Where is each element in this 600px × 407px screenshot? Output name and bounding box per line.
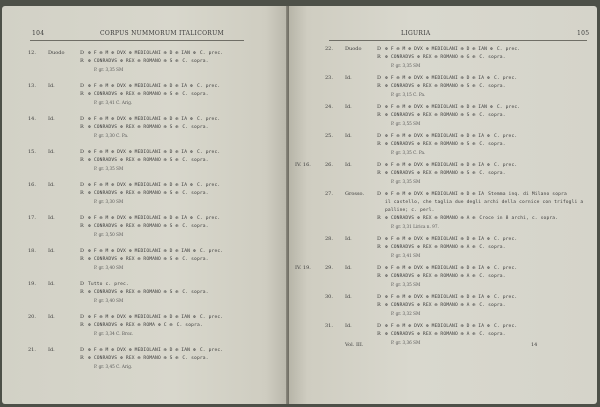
coin-entry xyxy=(325,294,585,324)
legend-text: ✠ F ✠ M ✠ DVX ✠ MEDIOLANI ✠ D ✠ IA ✠ C. prec. xyxy=(385,134,518,139)
coin-legend-line xyxy=(325,199,585,207)
legend-description: C. sopra. xyxy=(182,191,209,196)
legend-text: ✠ CONRADVS ✠ REX ✠ ROMANO ✠ S ✠ C. sopra. xyxy=(88,158,209,163)
entry-number: 20. xyxy=(28,314,36,320)
legend-text: ✠ F ✠ M ✠ DVX ✠ MEDIOLANI ✠ D ✠ IA ✠ C. prec. xyxy=(88,84,221,89)
legend-text: ✠ F ✠ M ✠ DVX ✠ MEDIOLANI ✠ D ✠ IAN ✠ C. prec. xyxy=(385,105,521,110)
coin-legend-line xyxy=(325,207,585,215)
coin-legend-line xyxy=(325,191,585,199)
weight-collection-note: P. gr. 3,55 SM xyxy=(391,121,421,126)
legend-description: Croce in 8 archi, c. sopra. xyxy=(479,216,559,221)
legend-text: ✠ CONRADVS ✠ REX ✠ ROMANO ✠ S ✠ C. sopra. xyxy=(88,92,209,97)
legend-description: C. sopra. xyxy=(182,290,209,295)
coin-type: Id. xyxy=(48,149,55,155)
obverse-mark: D xyxy=(80,116,85,122)
coin-legend-line xyxy=(28,281,288,289)
coin-legend-line xyxy=(28,190,288,198)
coin-type: Id. xyxy=(48,314,55,320)
reverse-mark: R xyxy=(80,58,84,64)
legend-text: ✠ CONRADVS ✠ REX ✠ ROMANO ✠ S ✠ C. sopra. xyxy=(88,257,209,262)
legend-description: C. prec. xyxy=(196,84,221,89)
obverse-mark: D xyxy=(377,133,382,139)
coin-legend-line xyxy=(325,244,585,252)
obverse-mark: D xyxy=(80,50,85,56)
legend-text: ✠ CONRADVS ✠ REX ✠ ROMANO ✠ S ✠ C. sopra. xyxy=(385,113,506,118)
reverse-mark: R xyxy=(80,289,84,295)
coin-legend-line xyxy=(28,182,288,190)
plate-reference: IV. 16. xyxy=(295,162,311,168)
coin-type: Id. xyxy=(345,133,352,139)
coin-type: Id. xyxy=(48,83,55,89)
reverse-mark: R xyxy=(377,215,381,221)
entry-number: 12. xyxy=(28,50,36,56)
coin-entry xyxy=(325,46,585,76)
weight-collection-note: P. gr. 3,30 SM xyxy=(94,199,124,204)
coin-legend-line xyxy=(28,149,288,157)
coin-entry xyxy=(325,75,585,105)
obverse-mark: D xyxy=(377,191,382,197)
entry-number: 29. xyxy=(325,265,333,271)
reverse-mark: R xyxy=(80,124,84,130)
coin-legend-line xyxy=(28,91,288,99)
legend-text: ✠ CONRADVS ✠ REX ✠ ROMANO ✠ S ✠ C. sopra. xyxy=(385,84,506,89)
coin-legend-line xyxy=(325,331,585,339)
coin-legend-line xyxy=(28,314,288,322)
legend-description: C. prec. xyxy=(493,134,518,139)
legend-description: C. prec. xyxy=(199,249,224,254)
obverse-mark: D xyxy=(80,83,85,89)
coin-legend-line xyxy=(325,112,585,120)
weight-collection-note: P. gr. 3,15 C. Pa. xyxy=(391,92,426,97)
obverse-mark: D xyxy=(80,347,85,353)
coin-type: Id. xyxy=(345,294,352,300)
coin-legend-line xyxy=(325,54,585,62)
legend-text: ✠ CONRADVS ✠ REX ✠ ROMANO ✠ A ✠ C. sopra. xyxy=(385,332,506,337)
entry-number: 30. xyxy=(325,294,333,300)
weight-collection-note: P. gr. 3,40 SM xyxy=(94,298,124,303)
coin-type: Id. xyxy=(48,281,55,287)
reverse-mark: R xyxy=(80,355,84,361)
coin-type: Duodo xyxy=(48,50,65,56)
coin-legend-line xyxy=(325,236,585,244)
entry-number: 17. xyxy=(28,215,36,221)
legend-description: C. sopra. xyxy=(479,245,506,250)
legend-description: C. prec. xyxy=(493,237,518,242)
weight-collection-note: P. gr. 3,41 SM xyxy=(391,253,421,258)
legend-description: C. prec. xyxy=(493,295,518,300)
reverse-mark: R xyxy=(80,322,84,328)
left-header-rule xyxy=(30,40,244,41)
signature-number: 14 xyxy=(531,342,538,348)
coin-legend-line xyxy=(325,170,585,178)
reverse-mark: R xyxy=(377,244,381,250)
legend-description: C. prec. xyxy=(199,348,224,353)
legend-text: ✠ F ✠ M ✠ DVX ✠ MEDIOLANI ✠ D ✠ IA ✠ C. prec. xyxy=(385,76,518,81)
entry-number: 25. xyxy=(325,133,333,139)
entry-number: 18. xyxy=(28,248,36,254)
coin-entry xyxy=(28,281,288,311)
legend-description: C. sopra. xyxy=(182,356,209,361)
coin-legend-line xyxy=(28,83,288,91)
reverse-mark: R xyxy=(377,170,381,176)
coin-entry xyxy=(295,162,585,192)
legend-description: C. sopra. xyxy=(182,224,209,229)
legend-description: C. sopra. xyxy=(176,323,203,328)
coin-entry xyxy=(28,50,288,80)
coin-legend-line xyxy=(28,58,288,66)
legend-description: C. prec. xyxy=(496,105,521,110)
coin-entry xyxy=(325,133,585,163)
obverse-mark: D xyxy=(377,104,382,110)
legend-text: ✠ CONRADVS ✠ REX ✠ ROMA ✠ C ✠ C. sopra. xyxy=(88,323,203,328)
obverse-mark: D xyxy=(80,182,85,188)
coin-legend-line xyxy=(28,50,288,58)
legend-description: C. sopra. xyxy=(479,84,506,89)
coin-entry xyxy=(28,116,288,146)
coin-legend-line xyxy=(28,355,288,363)
reverse-mark: R xyxy=(377,112,381,118)
legend-text: ✠ CONRADVS ✠ REX ✠ ROMANO ✠ A ✠ Croce in 8 archi, c. sopra. xyxy=(385,216,559,221)
coin-legend-line xyxy=(325,323,585,331)
weight-collection-note: P. gr. 3,45 C. Arig. xyxy=(94,364,133,369)
reverse-mark: R xyxy=(377,302,381,308)
legend-description: C. sopra. xyxy=(182,125,209,130)
legend-text: ✠ CONRADVS ✠ REX ✠ ROMANO ✠ A ✠ C. sopra. xyxy=(385,303,506,308)
legend-text: il castello, che taglia due degli archi della cornice con trifogli a xyxy=(385,200,584,205)
legend-description: C. sopra. xyxy=(182,257,209,262)
coin-entry xyxy=(28,248,288,278)
legend-text: ✠ CONRADVS ✠ REX ✠ ROMANO ✠ S ✠ C. sopra. xyxy=(385,171,506,176)
entry-number: 14. xyxy=(28,116,36,122)
legend-text: ✠ CONRADVS ✠ REX ✠ ROMANO ✠ S ✠ C. sopra. xyxy=(88,224,209,229)
legend-text: ✠ CONRADVS ✠ REX ✠ ROMANO ✠ S ✠ C. sopra. xyxy=(88,59,209,64)
coin-legend-line xyxy=(28,223,288,231)
reverse-mark: R xyxy=(377,141,381,147)
legend-text: ✠ CONRADVS ✠ REX ✠ ROMANO ✠ S ✠ C. sopra. xyxy=(88,191,209,196)
legend-text: ✠ CONRADVS ✠ REX ✠ ROMANO ✠ S ✠ C. sopra. xyxy=(385,142,506,147)
coin-type: Id. xyxy=(48,347,55,353)
obverse-mark: D xyxy=(377,75,382,81)
coin-type: Id. xyxy=(48,116,55,122)
entry-number: 28. xyxy=(325,236,333,242)
legend-text: ✠ CONRADVS ✠ REX ✠ ROMANO ✠ A ✠ C. sopra. xyxy=(385,274,506,279)
coin-legend-line xyxy=(325,83,585,91)
coin-entry xyxy=(28,215,288,245)
legend-description: C. sopra. xyxy=(182,92,209,97)
coin-legend-line xyxy=(28,124,288,132)
coin-type: Id. xyxy=(345,75,352,81)
legend-description: C. prec. xyxy=(199,315,224,320)
legend-text: ✠ F ✠ M ✠ DVX ✠ MEDIOLANI ✠ D ✠ IAN ✠ C. prec. xyxy=(88,249,224,254)
coin-entry xyxy=(295,265,585,295)
weight-collection-note: P. gr. 3,30 C. Pa. xyxy=(94,133,129,138)
legend-text: ✠ CONRADVS ✠ REX ✠ ROMANO ✠ G ✠ C. sopra. xyxy=(385,55,506,60)
weight-collection-note: P. gr. 3,35 SM xyxy=(391,179,421,184)
reverse-mark: R xyxy=(80,256,84,262)
coin-legend-line xyxy=(325,273,585,281)
entry-number: 15. xyxy=(28,149,36,155)
right-page xyxy=(289,6,597,404)
legend-text: ✠ F ✠ M ✠ DVX ✠ MEDIOLANI ✠ D ✠ IA ✠ C. prec. xyxy=(385,237,518,242)
entry-number: 13. xyxy=(28,83,36,89)
coin-legend-line xyxy=(325,265,585,273)
legend-text: ✠ F ✠ M ✠ DVX ✠ MEDIOLANI ✠ D ✠ IA ✠ C. prec. xyxy=(385,295,518,300)
legend-description: C. prec. xyxy=(196,216,221,221)
entry-number: 19. xyxy=(28,281,36,287)
coin-entry xyxy=(325,236,585,266)
legend-text: ✠ F ✠ M ✠ DVX ✠ MEDIOLANI ✠ D ✠ IAN ✠ C. prec. xyxy=(88,315,224,320)
legend-description: C. sopra. xyxy=(479,303,506,308)
obverse-mark: D xyxy=(80,281,85,287)
volume-signature: Vol. III. xyxy=(345,342,364,348)
weight-collection-note: P. gr. 3,31 Lirica n. 97. xyxy=(391,224,439,229)
coin-legend-line xyxy=(325,104,585,112)
legend-text: ✠ F ✠ M ✠ DVX ✠ MEDIOLANI ✠ D ✠ IA ✠ C. prec. xyxy=(385,324,518,329)
entry-number: 22. xyxy=(325,46,333,52)
legend-text: ✠ F ✠ M ✠ DVX ✠ MEDIOLANI ✠ D ✠ IA ✠ C. prec. xyxy=(385,266,518,271)
coin-type: Id. xyxy=(345,265,352,271)
coin-entry xyxy=(325,323,585,353)
coin-legend-line xyxy=(325,141,585,149)
legend-text: ✠ F ✠ M ✠ DVX ✠ MEDIOLANI ✠ D ✠ IAN ✠ C. prec. xyxy=(88,51,224,56)
legend-text: ✠ F ✠ M ✠ DVX ✠ MEDIOLANI ✠ D ✠ IA ✠ C. prec. xyxy=(88,216,221,221)
coin-legend-line xyxy=(325,46,585,54)
obverse-mark: D xyxy=(377,46,382,52)
legend-text: ✠ CONRADVS ✠ REX ✠ ROMANO ✠ S ✠ C. sopra. xyxy=(88,125,209,130)
weight-collection-note: P. gr. 3,36 SM xyxy=(391,340,421,345)
coin-legend-line xyxy=(325,215,585,223)
weight-collection-note: P. gr. 3,35 SM xyxy=(94,166,124,171)
weight-collection-note: P. gr. 3,35 SM xyxy=(391,63,421,68)
coin-type: Duodo xyxy=(345,46,362,52)
obverse-mark: D xyxy=(377,236,382,242)
reverse-mark: R xyxy=(80,190,84,196)
coin-type: Id. xyxy=(48,215,55,221)
legend-description: C. prec. xyxy=(196,183,221,188)
weight-collection-note: P. gr. 3,40 SM xyxy=(94,265,124,270)
legend-description: C. prec. xyxy=(496,47,521,52)
obverse-mark: D xyxy=(80,215,85,221)
weight-collection-note: P. gr. 3,41 C. Arig. xyxy=(94,100,133,105)
entry-number: 23. xyxy=(325,75,333,81)
legend-text: ✠ F ✠ M ✠ DVX ✠ MEDIOLANI ✠ D ✠ IA ✠ C. prec. xyxy=(88,183,221,188)
coin-legend-line xyxy=(28,248,288,256)
obverse-mark: D xyxy=(377,323,382,329)
coin-legend-line xyxy=(325,133,585,141)
legend-text: ✠ CONRADVS ✠ REX ✠ ROMANO ✠ S ✠ C. sopra. xyxy=(88,356,209,361)
coin-entry xyxy=(28,314,288,344)
legend-description: C. sopra. xyxy=(479,55,506,60)
coin-type: Id. xyxy=(48,182,55,188)
coin-type: Id. xyxy=(345,323,352,329)
obverse-mark: D xyxy=(377,162,382,168)
entry-number: 21. xyxy=(28,347,36,353)
entry-number: 31. xyxy=(325,323,333,329)
entry-number: 27. xyxy=(325,191,333,197)
legend-description: C. sopra. xyxy=(479,332,506,337)
coin-legend-line xyxy=(28,157,288,165)
legend-text: palline; c. perl. xyxy=(385,208,435,213)
coin-type: Id. xyxy=(345,236,352,242)
legend-description: C. sopra. xyxy=(479,113,506,118)
reverse-mark: R xyxy=(377,273,381,279)
legend-description: C. sopra. xyxy=(479,142,506,147)
obverse-mark: D xyxy=(377,265,382,271)
plate-reference: IV. 19. xyxy=(295,265,311,271)
reverse-mark: R xyxy=(80,223,84,229)
legend-description: C. prec. xyxy=(493,163,518,168)
right-page-number: 105 xyxy=(577,30,590,37)
coin-type: Id. xyxy=(48,248,55,254)
legend-text: Tutto c. prec. xyxy=(88,282,129,287)
legend-description: C. sopra. xyxy=(479,171,506,176)
legend-text: ✠ F ✠ M ✠ DVX ✠ MEDIOLANI ✠ D ✠ IA ✠ C. prec. xyxy=(385,163,518,168)
legend-text: ✠ F ✠ M ✠ DVX ✠ MEDIOLANI ✠ D ✠ IA ✠ C. prec. xyxy=(88,150,221,155)
coin-type: Id. xyxy=(345,104,352,110)
weight-collection-note: P. gr. 3,50 SM xyxy=(94,232,124,237)
reverse-mark: R xyxy=(377,83,381,89)
legend-text: ✠ F ✠ M ✠ DVX ✠ MEDIOLANI ✠ D ✠ IAN ✠ C. prec. xyxy=(385,47,521,52)
legend-text: ✠ F ✠ M ✠ DVX ✠ MEDIOLANI ✠ D ✠ IA ✠ C. prec. xyxy=(88,117,221,122)
coin-entry xyxy=(325,191,585,237)
obverse-mark: D xyxy=(80,314,85,320)
right-running-header: LIGURIA xyxy=(401,30,431,37)
legend-description: Stemma inq. di Milano sopra xyxy=(488,192,567,197)
obverse-mark: D xyxy=(377,294,382,300)
legend-text: ✠ CONRADVS ✠ REX ✠ ROMANO ✠ A ✠ C. sopra. xyxy=(385,245,506,250)
legend-text: ✠ CONRADVS ✠ REX ✠ ROMANO ✠ S ✠ C. sopra. xyxy=(88,290,209,295)
coin-entry xyxy=(28,149,288,179)
coin-entry xyxy=(28,347,288,377)
left-running-header: CORPUS NUMMORUM ITALICORUM xyxy=(100,30,224,37)
legend-description: C. sopra. xyxy=(182,59,209,64)
legend-description: C. sopra. xyxy=(479,274,506,279)
legend-text: ✠ F ✠ M ✠ DVX ✠ MEDIOLANI ✠ D ✠ IAN ✠ C. prec. xyxy=(88,348,224,353)
weight-collection-note: P. gr. 3,35 SM xyxy=(94,67,124,72)
coin-legend-line xyxy=(325,162,585,170)
entry-number: 26. xyxy=(325,162,333,168)
coin-legend-line xyxy=(28,116,288,124)
coin-legend-line xyxy=(325,294,585,302)
weight-collection-note: P. gr. 3,35 SM xyxy=(391,282,421,287)
legend-description: C. prec. xyxy=(196,117,221,122)
coin-entry xyxy=(28,182,288,212)
coin-legend-line xyxy=(28,322,288,330)
weight-collection-note: P. gr. 3,35 C. Pa. xyxy=(391,150,426,155)
coin-legend-line xyxy=(325,75,585,83)
coin-legend-line xyxy=(325,302,585,310)
legend-description: C. prec. xyxy=(493,76,518,81)
legend-description: C. prec. xyxy=(196,150,221,155)
reverse-mark: R xyxy=(377,331,381,337)
coin-legend-line xyxy=(28,215,288,223)
coin-type: Grosso. xyxy=(345,191,365,197)
weight-collection-note: P. gr. 3,32 SM xyxy=(391,311,421,316)
reverse-mark: R xyxy=(80,91,84,97)
coin-entry xyxy=(325,104,585,134)
legend-description: C. sopra. xyxy=(182,158,209,163)
entry-number: 16. xyxy=(28,182,36,188)
coin-entry xyxy=(28,83,288,113)
legend-description: C. prec. xyxy=(493,324,518,329)
coin-legend-line xyxy=(28,347,288,355)
left-page xyxy=(2,6,288,404)
right-header-rule xyxy=(329,40,587,41)
coin-legend-line xyxy=(28,256,288,264)
reverse-mark: R xyxy=(377,54,381,60)
obverse-mark: D xyxy=(80,248,85,254)
obverse-mark: D xyxy=(80,149,85,155)
legend-description: C. prec. xyxy=(493,266,518,271)
entry-number: 24. xyxy=(325,104,333,110)
legend-description: C. prec. xyxy=(199,51,224,56)
coin-legend-line xyxy=(28,289,288,297)
left-page-number: 104 xyxy=(32,30,45,37)
legend-text: ✠ F ✠ M ✠ DVX ✠ MEDIOLANI ✠ D ✠ IA Stemma inq. di Milano sopra xyxy=(385,192,567,197)
weight-collection-note: P. gr. 3,34 C. Broz. xyxy=(94,331,134,336)
reverse-mark: R xyxy=(80,157,84,163)
coin-type: Id. xyxy=(345,162,352,168)
